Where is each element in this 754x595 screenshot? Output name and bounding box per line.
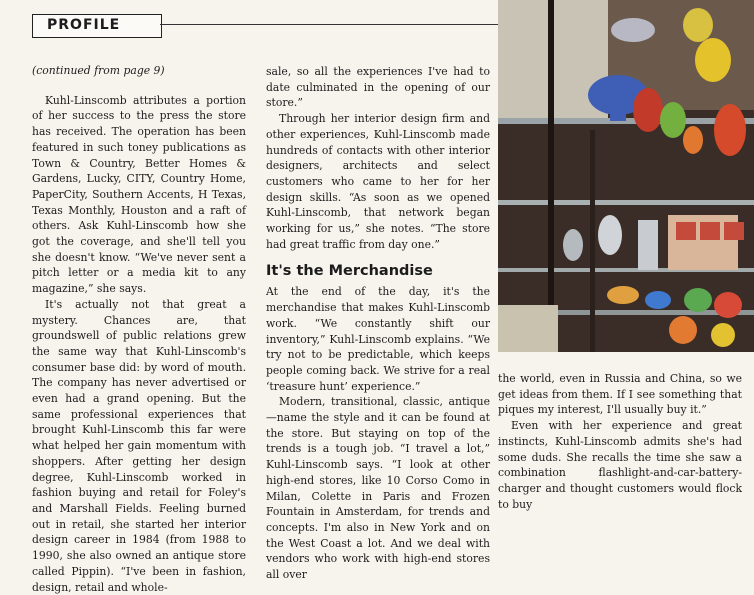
header-rule <box>160 24 498 25</box>
continued-note: (continued from page 9) <box>32 64 165 77</box>
paragraph: Through her interior design firm and other experiences, Kuhl-Linscomb made hundreds of contacts with other interior designers, architects and select customers who came to her for her design skills. “As soon as we opened Kuhl-Linscomb, that network began working for us,” she notes. “The store had great traffic from day one.” <box>266 112 490 251</box>
paragraph: sale, so all the experiences I've had to date culminated in the opening of our store.” <box>266 65 490 110</box>
paragraph: It's actually not that great a mystery. Chances are, that groundswell of public relations grew the same way that Kuhl-Linscomb's consumer base did: by word of mouth. The company has never advertised or even had a grand opening. But the same professional experiences that brought Kuhl-Linscomb this far were what helped her gain momentum with shoppers. After getting her design degree, Kuhl-Linscomb worked in fashion buying and retail for Foley's and Marshall Fields. Feeling burned out in retail, she started her interior design career in 1984 (from 1988 to 1990, she also owned an antique store called Pippin). “I've been in fashion, design, retail and whole- <box>32 297 246 594</box>
paragraph: the world, even in Russia and China, so we get ideas from them. If I see something that piques my interest, I'll usually buy it.” <box>498 372 742 417</box>
section-header-label: PROFILE <box>47 17 121 33</box>
store-photo <box>498 0 754 352</box>
column-1 <box>32 63 246 595</box>
subheading: It's the Merchandise <box>266 263 433 280</box>
column-2 <box>266 64 490 583</box>
section-header <box>32 14 162 38</box>
paragraph: Modern, transitional, classic, antique—name the style and it can be found at the store. But staying on top of the trends is a tough job. “I travel a lot,” Kuhl-Linscomb says. “I look at other high-end stores, like 10 Corso Como in Milan, Colette in Paris and Frozen Fountain in Amsterdam, for trends and concepts. I'm also in New York and on the West Coast a lot. And we deal with vendors who work with high-end stores all over <box>266 395 490 582</box>
paragraph: At the end of the day, it's the merchandise that makes Kuhl-Linscomb work. “We constantly shift our inventory,” Kuhl-Linscomb explains. “We try not to be predictable, which keeps people coming back. We strive for a real ‘treasure hunt’ experience.” <box>266 285 490 393</box>
paragraph: Kuhl-Linscomb attributes a portion of her success to the press the store has received. The operation has been featured in such toney publications as Town & Country, Better Homes & Gardens, Lucky, CITY, Country Home, PaperCity, Southern Accents, H Texas, Texas Monthly, Houston and a raft of others. Ask Kuhl-Linscomb how she got the coverage, and she'll tell you she doesn't know. “We've never sent a pitch letter or a media kit to any magazine,” she says. <box>32 93 246 296</box>
column-3 <box>498 371 742 512</box>
paragraph: Even with her experience and great instincts, Kuhl-Linscomb admits she's had some duds. She recalls the time she saw a combination flashlight-and-car-battery-charger and thought customers would flock to buy <box>498 419 742 511</box>
